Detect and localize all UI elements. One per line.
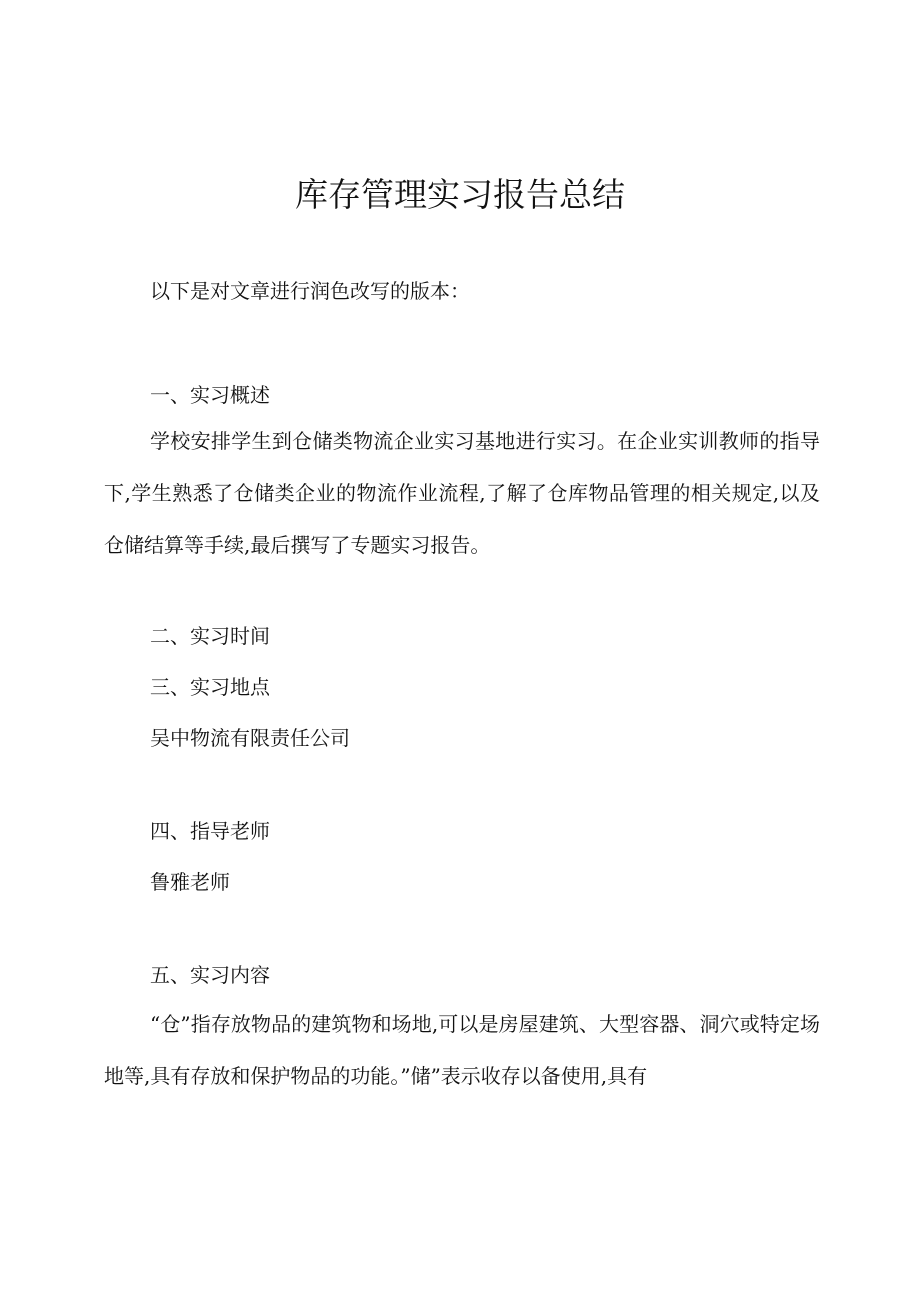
section-body-content: “仓”指存放物品的建筑物和场地,可以是房屋建筑、大型容器、洞穴或特定场地等,具有存放和保护物品的功能。”储”表示收存以备使用,具有 xyxy=(104,1012,820,1088)
section-body-overview: 学校安排学生到仓储类物流企业实习基地进行实习。在企业实训教师的指导下,学生熟悉了仓储类企业的物流作业流程,了解了仓库物品管理的相关规定,以及仓储结算等手续,最后撰写了专题实习报告。 xyxy=(104,429,820,557)
section-body-advisor: 鲁雅老师 xyxy=(150,870,230,894)
section-heading-advisor: 四、指导老师 xyxy=(150,819,270,843)
section-body-location: 吴中物流有限责任公司 xyxy=(150,726,350,750)
section-heading-time: 二、实习时间 xyxy=(150,624,270,648)
section-heading-content: 五、实习内容 xyxy=(150,963,270,987)
section-heading-location: 三、实习地点 xyxy=(150,675,270,699)
intro-text: 以下是对文章进行润色改写的版本： xyxy=(150,279,470,303)
document-title: 库存管理实习报告总结 xyxy=(295,175,625,214)
section-heading-overview: 一、实习概述 xyxy=(150,383,270,407)
